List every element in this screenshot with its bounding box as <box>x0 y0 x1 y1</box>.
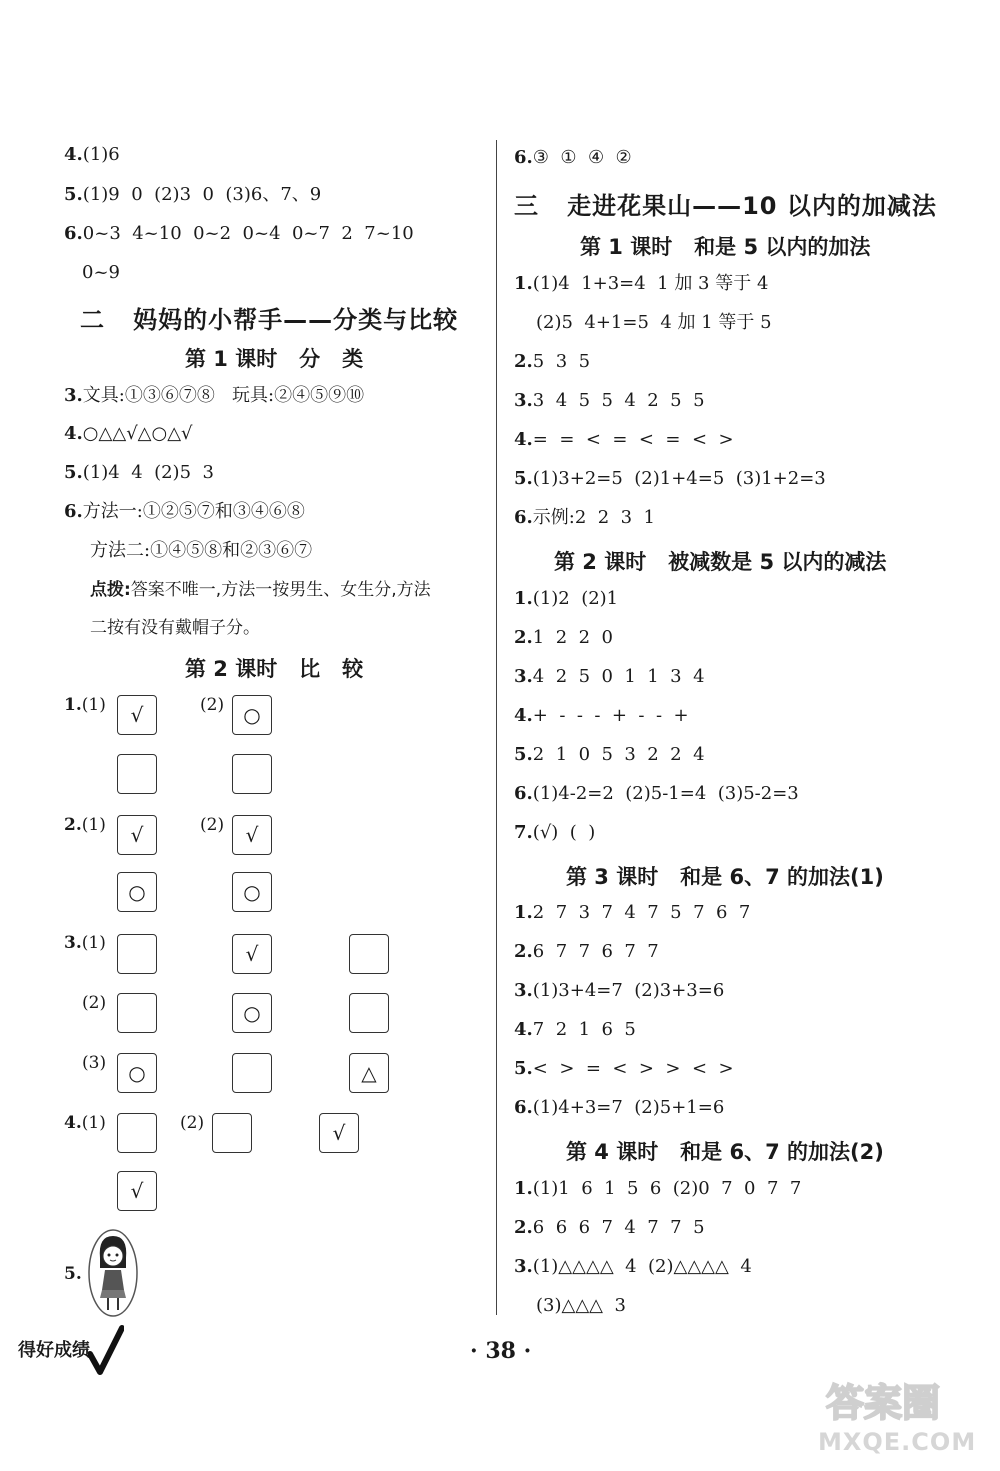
answer-box <box>117 754 157 794</box>
girl-illustration <box>86 1228 140 1318</box>
answer-line: 6.示例:2 2 3 1 <box>514 507 655 528</box>
answer-line: 0~9 <box>82 262 120 283</box>
answer-box: ○ <box>117 872 157 912</box>
answer-line: 1.(1)2 (2)1 <box>514 588 619 609</box>
answer-line: 7.(√) ( ) <box>514 822 596 843</box>
lesson-title: 第 2 课时 被减数是 5 以内的减法 <box>554 550 887 574</box>
question-label: 5. <box>64 1264 82 1284</box>
answer-line: 5.2 1 0 5 3 2 2 4 <box>514 744 705 765</box>
question-label: (2) <box>200 695 225 715</box>
question-label: 3.(1) <box>64 933 106 953</box>
lesson-title: 第 1 课时 和是 5 以内的加法 <box>580 235 871 259</box>
lesson-title: 第 2 课时 比 较 <box>185 657 364 681</box>
answer-line: 3.3 4 5 5 4 2 5 5 <box>514 390 705 411</box>
answer-box: ○ <box>232 872 272 912</box>
lesson-title: 第 3 课时 和是 6、7 的加法(1) <box>566 865 884 889</box>
left-column <box>0 0 495 1340</box>
answer-line: 2.6 7 7 6 7 7 <box>514 941 659 962</box>
unit-title: 二 妈妈的小帮手——分类与比较 <box>80 306 459 334</box>
answer-line: 4.(1)6 <box>64 144 120 165</box>
answer-line: 6.(1)4-2=2 (2)5-1=4 (3)5-2=3 <box>514 783 799 804</box>
lesson-title: 第 4 课时 和是 6、7 的加法(2) <box>566 1140 884 1164</box>
answer-line: 1.(1)1 6 1 5 6 (2)0 7 0 7 7 <box>514 1178 802 1199</box>
answer-line: 6.③ ① ④ ② <box>514 147 632 168</box>
question-label: 4.(1) <box>64 1113 106 1133</box>
answer-line: 方法二:①④⑤⑧和②③⑥⑦ <box>90 540 313 561</box>
answer-line: 5.(1)3+2=5 (2)1+4=5 (3)1+2=3 <box>514 468 826 489</box>
answer-line: 3.文具:①③⑥⑦⑧ 玩具:②④⑤⑨⑩ <box>64 385 365 406</box>
answer-box: ○ <box>232 993 272 1033</box>
page-number: · 38 · <box>470 1338 532 1364</box>
question-label: (2) <box>82 993 107 1013</box>
column-divider <box>496 140 497 1315</box>
answer-line: 2.5 3 5 <box>514 351 591 372</box>
unit-title: 三 走进花果山——10 以内的加减法 <box>514 192 937 220</box>
answer-box: √ <box>117 1171 157 1211</box>
watermark-logo <box>822 1378 986 1424</box>
answer-line: 3.4 2 5 0 1 1 3 4 <box>514 666 705 687</box>
answer-line: 5.(1)4 4 (2)5 3 <box>64 462 214 483</box>
question-label: (3) <box>82 1053 107 1073</box>
answer-line: 2.6 6 6 7 4 7 7 5 <box>514 1217 705 1238</box>
answer-line: 1.(1)4 1+3=4 1 加 3 等于 4 <box>514 273 769 294</box>
answer-box <box>349 934 389 974</box>
answer-box <box>117 1113 157 1153</box>
answer-line: 1.2 7 3 7 4 7 5 7 6 7 <box>514 902 751 923</box>
answer-box <box>232 754 272 794</box>
watermark-url: MXQE.COM <box>818 1428 977 1456</box>
answer-line: 3.(1)3+4=7 (2)3+3=6 <box>514 980 725 1001</box>
answer-box: √ <box>319 1113 359 1153</box>
answer-line: (3)△△△ 3 <box>536 1295 626 1316</box>
answer-line: 6.0~3 4~10 0~2 0~4 0~7 2 7~10 <box>64 223 414 244</box>
right-column <box>500 0 1000 1340</box>
answer-box <box>117 934 157 974</box>
answer-box: √ <box>232 934 272 974</box>
answer-box: √ <box>117 695 157 735</box>
watermark-logo-text: 答案圈 <box>826 1381 941 1424</box>
brand-logo: 得好成绩 <box>18 1340 90 1361</box>
question-label: 2.(1) <box>64 815 106 835</box>
lesson-title: 第 1 课时 分 类 <box>185 347 364 371</box>
answer-box <box>232 1053 272 1093</box>
answer-box: √ <box>117 815 157 855</box>
answer-line: 4.+ - - - + - - + <box>514 705 689 726</box>
answer-box <box>349 993 389 1033</box>
answer-line: 2.1 2 2 0 <box>514 627 613 648</box>
tip-line: 二按有没有戴帽子分。 <box>90 618 260 638</box>
answer-line: 5.< > = < > > < > <box>514 1058 734 1079</box>
answer-line: 4.7 2 1 6 5 <box>514 1019 636 1040</box>
question-label: 1.(1) <box>64 695 106 715</box>
answer-line: 4.○△△√△○△√ <box>64 423 193 444</box>
checkmark-icon <box>88 1324 124 1376</box>
answer-box: ○ <box>117 1053 157 1093</box>
answer-line: 5.(1)9 0 (2)3 0 (3)6、7、9 <box>64 184 322 205</box>
answer-box: √ <box>232 815 272 855</box>
answer-box: △ <box>349 1053 389 1093</box>
tip-line: 点拨:答案不唯一,方法一按男生、女生分,方法 <box>90 580 431 600</box>
answer-box <box>212 1113 252 1153</box>
answer-box: ○ <box>232 695 272 735</box>
answer-line: 4.= = < = < = < > <box>514 429 734 450</box>
question-label: (2) <box>200 815 225 835</box>
answer-line: 3.(1)△△△△ 4 (2)△△△△ 4 <box>514 1256 752 1277</box>
answer-line: 6.方法一:①②⑤⑦和③④⑥⑧ <box>64 501 305 522</box>
question-label: (2) <box>180 1113 205 1133</box>
answer-line: (2)5 4+1=5 4 加 1 等于 5 <box>536 312 772 333</box>
answer-line: 6.(1)4+3=7 (2)5+1=6 <box>514 1097 725 1118</box>
answer-box <box>117 993 157 1033</box>
